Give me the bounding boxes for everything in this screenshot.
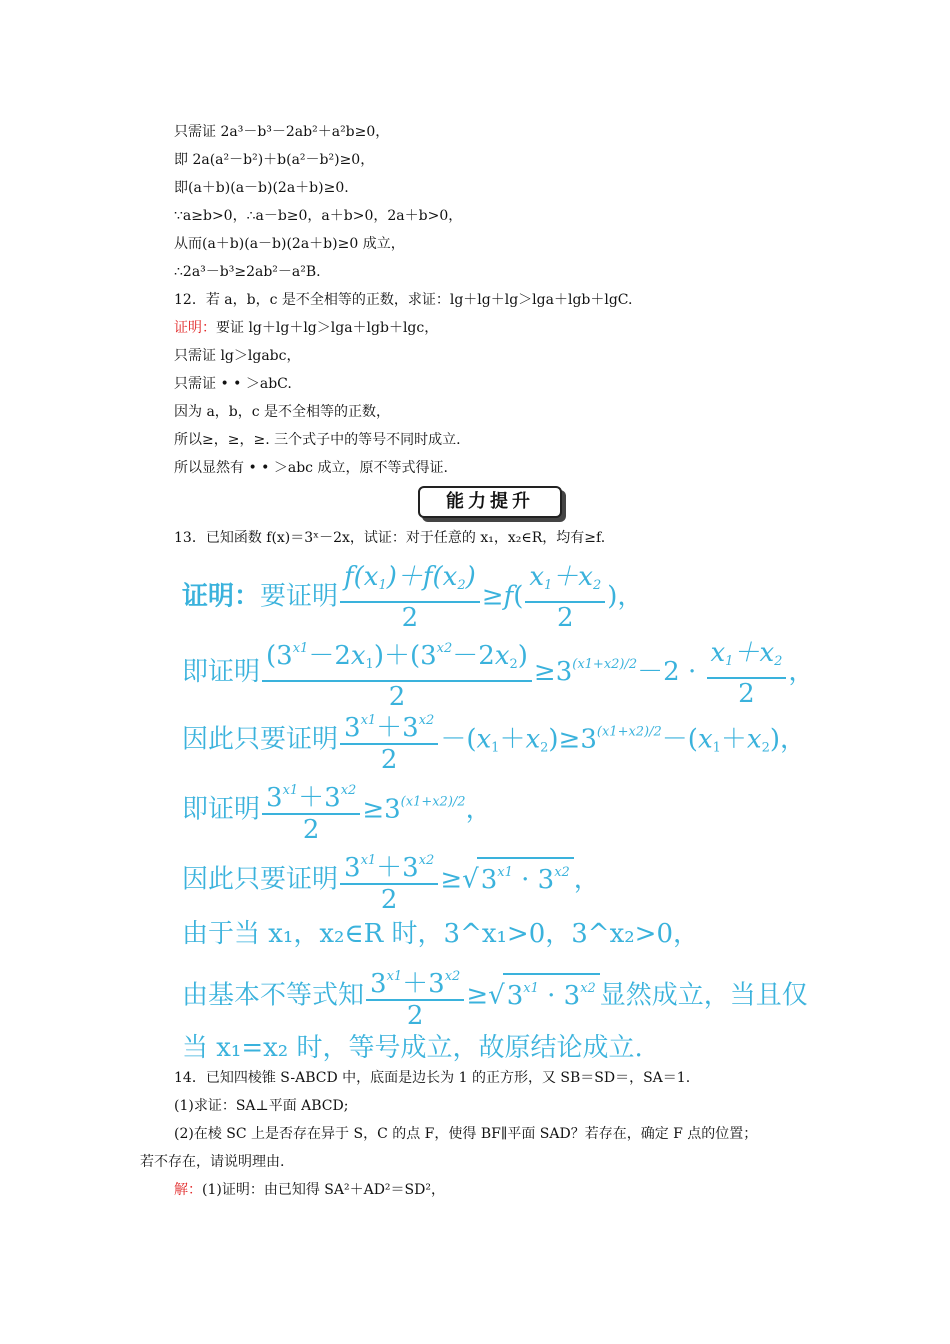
proof13-text: 即证明 xyxy=(182,657,261,687)
proof-text: 要证 lg＋lg＋lg＞lga＋lgb＋lgc， xyxy=(216,320,439,336)
proof13-line-7: 由基本不等式知 $\frac{3^{x1}+3^{x2}}{2}$ $\ge√3^{x1} \cdot 3^{x2}$ 显然成立，当且仅 xyxy=(182,962,808,1031)
proof13-line-3: 因此只要证明 $\frac{3^{x1}+3^{x2}}{2}$ $-(x_1+x_2)\ge 3^{(x1+x2)/2}-(x_1+x_2)$， xyxy=(182,706,806,775)
section-badge xyxy=(418,486,564,520)
proof13-label: 证明： xyxy=(182,581,261,612)
proof13-text: 要证明 xyxy=(260,581,339,612)
proof13-line-4: 即证明 $\frac{3^{x1}+3^{x2}}{2}$ $\ge 3^{(x1+x2)/2}$， xyxy=(182,776,492,845)
text-line: 即(a＋b)(a－b)(2a＋b)≥0. xyxy=(174,180,349,196)
solution-label: 解： xyxy=(174,1182,202,1198)
proof-step: 所以显然有 • • ＞abc 成立，原不等式得证. xyxy=(174,460,448,476)
text-line: 从而(a＋b)(a－b)(2a＋b)≥0 成立， xyxy=(174,236,405,252)
proof-step: 只需证 lg＞lgabc， xyxy=(174,348,301,364)
question-14-part-2: (2)在棱 SC 上是否存在异于 S，C 的点 F，使得 BF∥平面 SAD？若存在，确定 F 点的位置； xyxy=(174,1126,758,1142)
text-line: 即 2a(a²－b²)＋b(a²－b²)≥0， xyxy=(174,152,375,168)
proof13-text: 显然成立，当且仅 xyxy=(599,980,808,1011)
proof13-line-5: 因此只要证明 $\frac{3^{x1}+3^{x2}}{2}$ $\ge√3^{x1} \cdot 3^{x2}$ ， xyxy=(182,846,600,915)
text-line: 只需证 2a³－b³－2ab²＋a²b≥0， xyxy=(174,124,390,140)
question-12: 12．若 a，b，c 是不全相等的正数，求证：lg＋lg＋lg＞lga＋lgb＋lgC. xyxy=(174,292,633,308)
proof13-line-2: 即证明 $\frac{(3^{x1}-2x_1)+(3^{x2}-2x_2)}{2}$ $\ge 3^{(x1+x2)/2}-2$ · $\frac{x_1+x_2}{2}$ ， xyxy=(182,634,814,712)
solution-text: (1)证明：由已知得 SA²＋AD²＝SD²， xyxy=(202,1182,445,1198)
proof13-text: 即证明 xyxy=(182,794,261,825)
question-13: 13．已知函数 f(x)＝3ˣ－2x，试证：对于任意的 x₁，x₂∈R，均有≥f. xyxy=(174,530,606,546)
proof-12-first xyxy=(174,318,438,338)
proof13-line-6: 由于当 x₁，x₂∈R 时，3^x₁>0，3^x₂>0， xyxy=(182,919,700,949)
proof13-text: 因此只要证明 xyxy=(182,724,339,755)
proof-step: 所以≥，≥，≥. 三个式子中的等号不同时成立. xyxy=(174,432,461,448)
solution-14 xyxy=(174,1180,445,1200)
question-14-part-1: (1)求证：SA⊥平面 ABCD; xyxy=(174,1098,349,1114)
proof-step: 只需证 • • ＞abC. xyxy=(174,376,292,392)
proof13-line-8: 当 x₁=x₂ 时，等号成立，故原结论成立. xyxy=(182,1033,643,1063)
proof-label: 证明： xyxy=(174,320,216,336)
text-line: ∵a≥b>0，∴a－b≥0，a＋b>0，2a＋b>0， xyxy=(174,208,463,224)
text-line: ∴2a³－b³≥2ab²－a²B. xyxy=(174,264,321,280)
section-badge-label: 能力提升 xyxy=(418,486,562,518)
proof-step: 因为 a，b，c 是不全相等的正数， xyxy=(174,404,391,420)
proof13-line-1: 证明：要证明 $\frac{f(x_1)+f(x_2)}{2}$ ≥f( $\frac{x_1+x_2}{2}$ )， xyxy=(182,562,644,633)
proof13-text: 因此只要证明 xyxy=(182,864,339,895)
question-14-part-2-cont: 若不存在，请说明理由. xyxy=(140,1154,285,1170)
proof13-text: 由基本不等式知 xyxy=(182,980,365,1011)
question-14: 14．已知四棱锥 S-ABCD 中，底面是边长为 1 的正方形，又 SB＝SD＝，SA＝1. xyxy=(174,1070,691,1086)
